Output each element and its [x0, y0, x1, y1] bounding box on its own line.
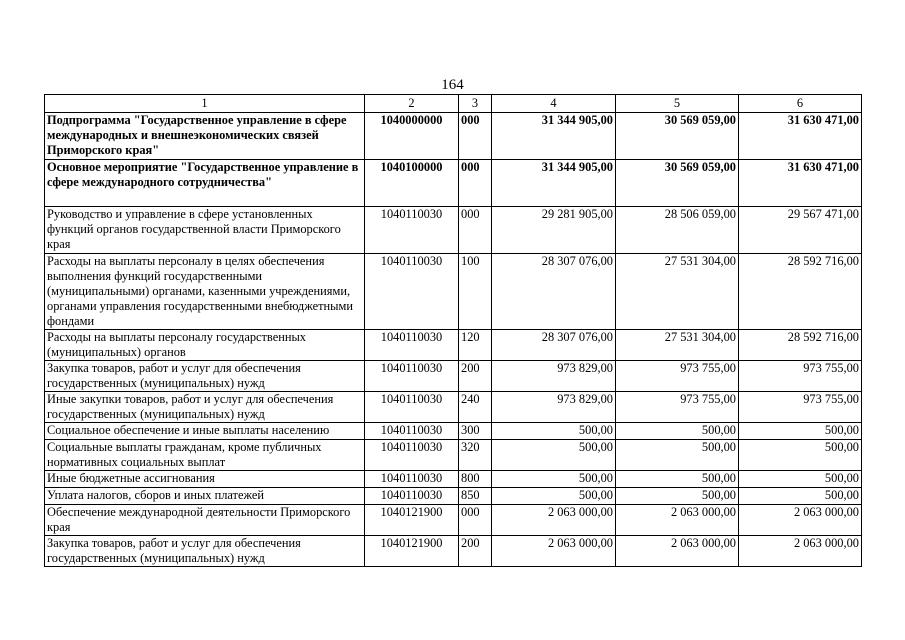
row-type: 000	[459, 113, 492, 160]
table-row	[45, 536, 862, 567]
row-name: Руководство и управление в сфере установленных функций органов государственной власти Приморского края	[45, 207, 365, 254]
table-row	[45, 505, 862, 536]
header-col-5: 5	[616, 95, 739, 113]
row-code: 1040100000	[365, 160, 459, 207]
row-value-3: 973 755,00	[739, 361, 862, 392]
table-row	[45, 330, 862, 361]
row-value-2: 30 569 059,00	[616, 160, 739, 207]
row-code: 1040110030	[365, 488, 459, 505]
row-value-2: 27 531 304,00	[616, 330, 739, 361]
table-row	[45, 423, 862, 440]
row-value-1: 2 063 000,00	[492, 505, 616, 536]
row-code: 1040121900	[365, 505, 459, 536]
row-value-2: 30 569 059,00	[616, 113, 739, 160]
row-value-1: 28 307 076,00	[492, 254, 616, 330]
row-value-1: 31 344 905,00	[492, 113, 616, 160]
row-value-1: 500,00	[492, 488, 616, 505]
row-value-3: 28 592 716,00	[739, 330, 862, 361]
row-value-3: 500,00	[739, 440, 862, 471]
row-value-1: 500,00	[492, 471, 616, 488]
row-type: 100	[459, 254, 492, 330]
table-row	[45, 488, 862, 505]
row-name: Социальные выплаты гражданам, кроме публичных нормативных социальных выплат	[45, 440, 365, 471]
row-value-2: 27 531 304,00	[616, 254, 739, 330]
row-value-3: 500,00	[739, 423, 862, 440]
row-type: 320	[459, 440, 492, 471]
row-code: 1040000000	[365, 113, 459, 160]
row-value-3: 31 630 471,00	[739, 160, 862, 207]
row-value-1: 973 829,00	[492, 392, 616, 423]
row-type: 800	[459, 471, 492, 488]
row-value-1: 500,00	[492, 423, 616, 440]
row-value-2: 500,00	[616, 440, 739, 471]
row-name: Обеспечение международной деятельности Приморского края	[45, 505, 365, 536]
row-type: 200	[459, 536, 492, 567]
row-name: Закупка товаров, работ и услуг для обеспечения государственных (муниципальных) нужд	[45, 536, 365, 567]
row-type: 300	[459, 423, 492, 440]
row-code: 1040121900	[365, 536, 459, 567]
table-row	[45, 471, 862, 488]
row-name: Закупка товаров, работ и услуг для обеспечения государственных (муниципальных) нужд	[45, 361, 365, 392]
row-value-2: 973 755,00	[616, 392, 739, 423]
row-value-1: 500,00	[492, 440, 616, 471]
header-col-4: 4	[492, 95, 616, 113]
row-value-3: 2 063 000,00	[739, 505, 862, 536]
row-value-3: 500,00	[739, 488, 862, 505]
row-value-2: 973 755,00	[616, 361, 739, 392]
row-value-2: 500,00	[616, 471, 739, 488]
row-value-3: 28 592 716,00	[739, 254, 862, 330]
header-col-1: 1	[45, 95, 365, 113]
row-type: 000	[459, 160, 492, 207]
row-name: Расходы на выплаты персоналу государственных (муниципальных) органов	[45, 330, 365, 361]
row-name: Расходы на выплаты персоналу в целях обеспечения выполнения функций государственными (муниципальными) органами, казенными учреждениями, органами управления государственными внебюджетными фондами	[45, 254, 365, 330]
row-name: Иные закупки товаров, работ и услуг для обеспечения государственных (муниципальных) нужд	[45, 392, 365, 423]
row-type: 240	[459, 392, 492, 423]
row-value-2: 2 063 000,00	[616, 536, 739, 567]
table-row	[45, 361, 862, 392]
row-code: 1040110030	[365, 423, 459, 440]
row-code: 1040110030	[365, 471, 459, 488]
table-row	[45, 160, 862, 207]
row-value-2: 2 063 000,00	[616, 505, 739, 536]
table-row	[45, 440, 862, 471]
row-type: 120	[459, 330, 492, 361]
page-number: 164	[441, 77, 464, 93]
budget-table	[44, 94, 862, 567]
table-row	[45, 254, 862, 330]
row-name: Иные бюджетные ассигнования	[45, 471, 365, 488]
row-type: 850	[459, 488, 492, 505]
row-value-1: 2 063 000,00	[492, 536, 616, 567]
row-value-1: 973 829,00	[492, 361, 616, 392]
table-row	[45, 113, 862, 160]
row-name: Основное мероприятие "Государственное управление в сфере международного сотрудничества"	[45, 160, 365, 207]
row-value-1: 31 344 905,00	[492, 160, 616, 207]
header-col-3: 3	[459, 95, 492, 113]
row-value-3: 29 567 471,00	[739, 207, 862, 254]
row-name: Подпрограмма "Государственное управление в сфере международных и внешнеэкономических связей Приморского края"	[45, 113, 365, 160]
table-row	[45, 392, 862, 423]
row-value-2: 500,00	[616, 488, 739, 505]
row-value-3: 2 063 000,00	[739, 536, 862, 567]
row-code: 1040110030	[365, 440, 459, 471]
header-col-6: 6	[739, 95, 862, 113]
row-value-2: 500,00	[616, 423, 739, 440]
row-value-3: 500,00	[739, 471, 862, 488]
row-name: Уплата налогов, сборов и иных платежей	[45, 488, 365, 505]
row-value-3: 31 630 471,00	[739, 113, 862, 160]
row-type: 200	[459, 361, 492, 392]
row-type: 000	[459, 505, 492, 536]
row-value-3: 973 755,00	[739, 392, 862, 423]
row-code: 1040110030	[365, 207, 459, 254]
table-header-row	[45, 95, 862, 113]
table-row	[45, 207, 862, 254]
row-type: 000	[459, 207, 492, 254]
row-value-1: 29 281 905,00	[492, 207, 616, 254]
row-code: 1040110030	[365, 392, 459, 423]
row-code: 1040110030	[365, 254, 459, 330]
header-col-2: 2	[365, 95, 459, 113]
row-code: 1040110030	[365, 361, 459, 392]
row-value-1: 28 307 076,00	[492, 330, 616, 361]
row-name: Социальное обеспечение и иные выплаты населению	[45, 423, 365, 440]
row-value-2: 28 506 059,00	[616, 207, 739, 254]
row-code: 1040110030	[365, 330, 459, 361]
